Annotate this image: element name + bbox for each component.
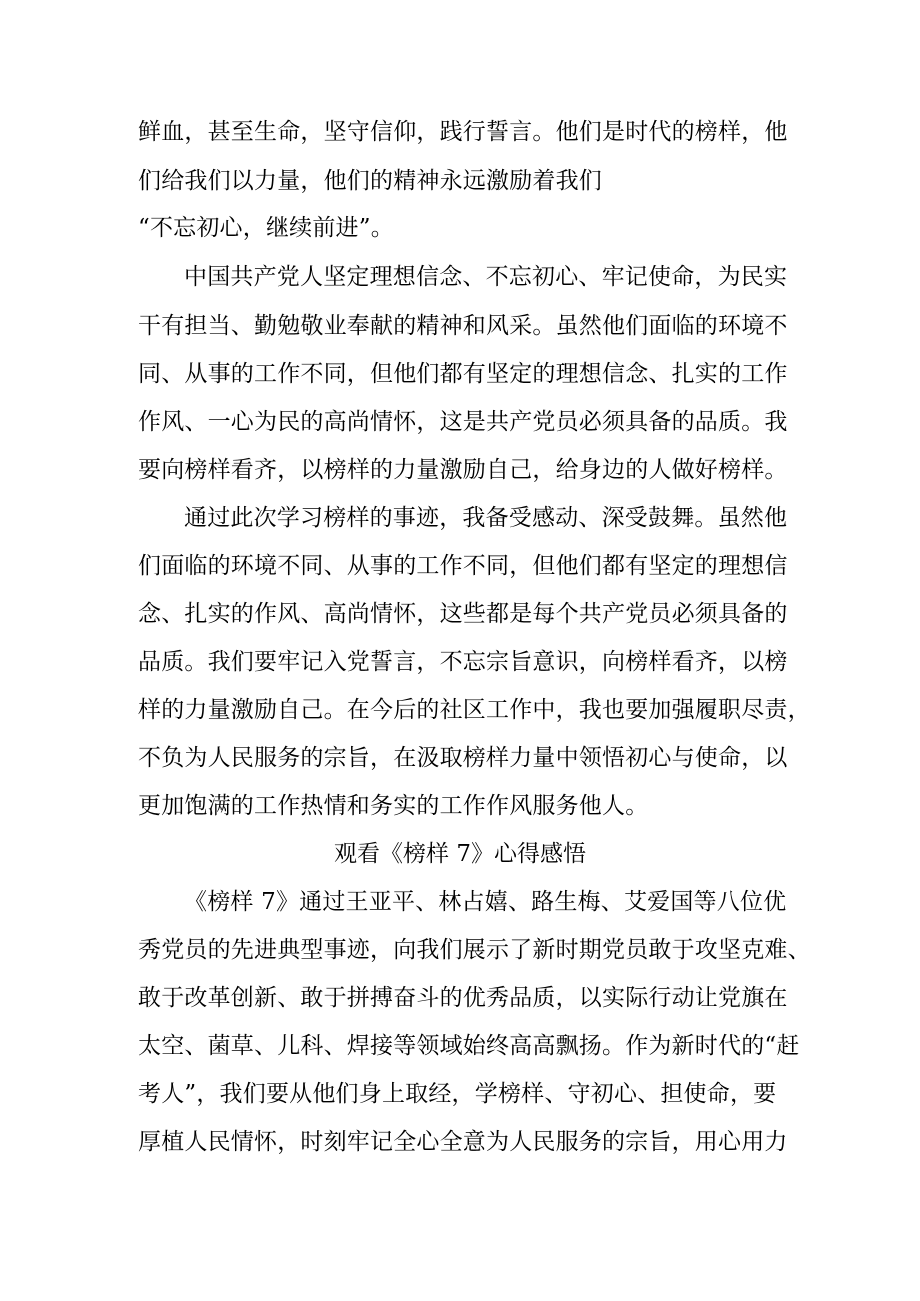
text-line: 《榜样 7》通过王亚平、林占嬉、路生梅、艾爱国等八位优	[184, 889, 787, 915]
text-line: 考人”，我们要从他们身上取经，学榜样、守初心、担使命，要	[138, 1081, 777, 1107]
text-line: 中国共产党人坚定理想信念、不忘初心、牢记使命，为民实	[184, 264, 788, 290]
text-line: 作风、一心为民的高尚情怀，这是共产党员必须具备的品质。我	[138, 409, 788, 435]
text-line: 不负为人民服务的宗旨，在汲取榜样力量中领悟初心与使命，以	[138, 745, 788, 771]
text-line: 更加饱满的工作热情和务实的工作作风服务他人。	[138, 793, 649, 819]
text-line: 们给我们以力量，他们的精神永远激励着我们	[138, 168, 602, 194]
text-line: 样的力量激励自己。在今后的社区工作中，我也要加强履职尽责，	[138, 697, 811, 723]
text-line: 要向榜样看齐，以榜样的力量激励自己，给身边的人做好榜样。	[138, 457, 788, 483]
text-line: 太空、菌草、儿科、焊接等领域始终高高飘扬。作为新时代的“赶	[138, 1033, 800, 1059]
text-line: 鲜血，甚至生命，坚守信仰，践行誓言。他们是时代的榜样，他	[138, 119, 788, 145]
text-line: 敢于改革创新、敢于拼搏奋斗的优秀品质，以实际行动让党旗在	[138, 985, 788, 1011]
text-line: 念、扎实的作风、高尚情怀，这些都是每个共产党员必须具备的	[138, 601, 788, 627]
text-line: 厚植人民情怀，时刻牢记全心全意为人民服务的宗旨，用心用力	[138, 1129, 788, 1155]
text-line: 通过此次学习榜样的事迹，我备受感动、深受鼓舞。虽然他	[184, 505, 788, 531]
text-line: 同、从事的工作不同，但他们都有坚定的理想信念、扎实的工作	[138, 361, 788, 387]
section-heading: 观看《榜样 7》心得感悟	[334, 841, 586, 867]
text-line: 秀党员的先进典型事迹，向我们展示了新时期党员敢于攻坚克难、	[138, 937, 811, 963]
text-line: “不忘初心，继续前进”。	[138, 215, 394, 241]
text-line: 品质。我们要牢记入党誓言，不忘宗旨意识，向榜样看齐，以榜	[138, 649, 788, 675]
text-line: 们面临的环境不同、从事的工作不同，但他们都有坚定的理想信	[138, 553, 788, 579]
text-line: 干有担当、勤勉敬业奉献的精神和风采。虽然他们面临的环境不	[138, 313, 788, 339]
